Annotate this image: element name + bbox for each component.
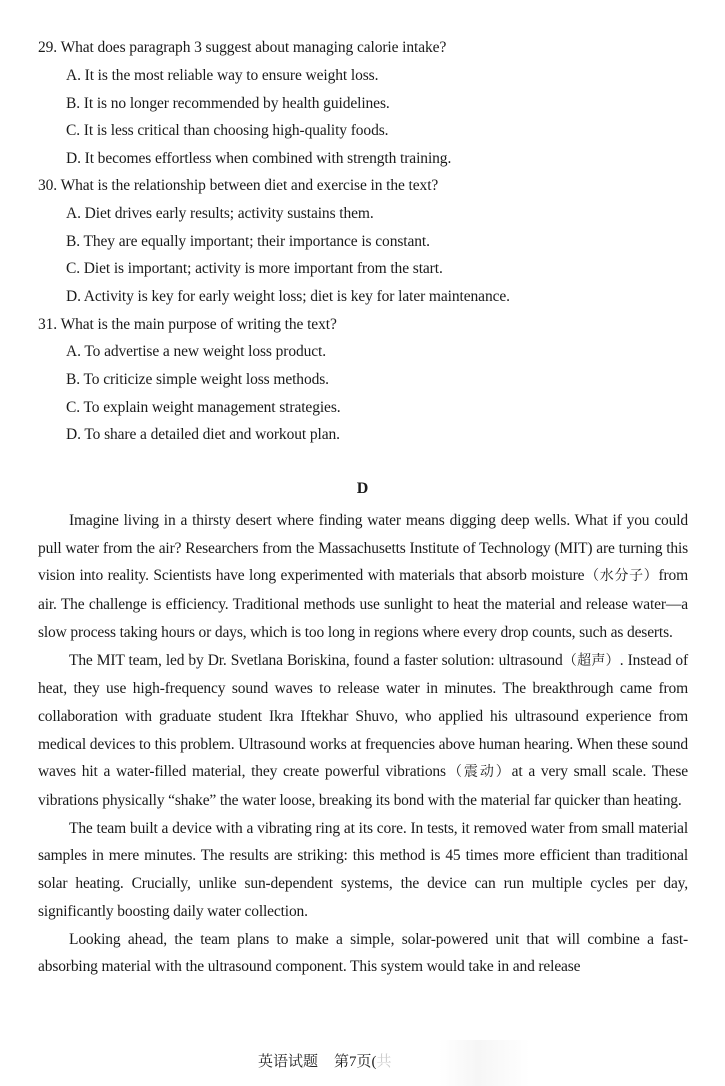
footer-page-partial: 共 xyxy=(376,1054,392,1070)
question-29-option-b: B. It is no longer recommended by health guidelines. xyxy=(66,95,390,112)
question-31-option-a: A. To advertise a new weight loss product. xyxy=(66,343,327,360)
question-29-option-a: A. It is the most reliable way to ensure weight loss. xyxy=(66,67,379,84)
paragraph-1-text-b: from air. The challenge is efficiency. Traditional methods use sunlight to heat the material and release water—a slow process taking hours or days, which is too long in regions where every drop counts, such as deserts. xyxy=(38,567,689,641)
question-31-option-c: C. To explain weight management strategies. xyxy=(66,399,341,416)
question-31-option-b: B. To criticize simple weight loss methods. xyxy=(66,371,329,388)
footer-page-number: 第7页( xyxy=(334,1054,377,1070)
paragraph-2-annotation-1: （超声） xyxy=(562,652,620,669)
question-31-stem: 31. What is the main purpose of writing the text? xyxy=(38,316,337,333)
question-30-option-c: C. Diet is important; activity is more important from the start. xyxy=(66,260,443,277)
footer-blur-overlay xyxy=(400,1040,530,1086)
question-31-option-d: D. To share a detailed diet and workout plan. xyxy=(66,426,340,443)
page-footer xyxy=(258,1052,392,1072)
section-title: D xyxy=(356,480,369,497)
question-30-option-a: A. Diet drives early results; activity sustains them. xyxy=(66,205,374,222)
reading-passage xyxy=(38,507,688,981)
paragraph-2-text-a: The MIT team, led by Dr. Svetlana Boriskina, found a faster solution: ultrasound xyxy=(69,651,563,669)
question-29-option-d: D. It becomes effortless when combined with strength training. xyxy=(66,150,452,167)
footer-subject: 英语试题 xyxy=(258,1054,319,1070)
paragraph-1-annotation: （水分子） xyxy=(584,568,659,585)
paragraph-1 xyxy=(38,507,688,647)
paragraph-4: Looking ahead, the team plans to make a simple, solar-powered unit that will combine a fast-absorbing material with the ultrasound component. This system would take in and release xyxy=(38,930,688,976)
question-29-stem: 29. What does paragraph 3 suggest about managing calorie intake? xyxy=(38,39,447,56)
paragraph-3: The team built a device with a vibrating ring at its core. In tests, it removed water from small material samples in mere minutes. The results are striking: this method is 45 times more efficient than traditional solar heating. Crucially, unlike sun-dependent systems, the device can run multiple cycles per day, significantly boosting daily water collection. xyxy=(38,819,688,920)
paragraph-2-text-c: at a very small scale. These vibrations physically “shake” the water loose, breaking its bond with the material far quicker than heating. xyxy=(38,763,688,810)
paragraph-2-annotation-2: （震动） xyxy=(445,764,512,781)
paragraph-2-text-b: . Instead of heat, they use high-frequency sound waves to release water in minutes. The breakthrough came from collaboration with graduate student Ikra Iftekhar Shuvo, who applied his ultrasound experience from medical devices to this problem. Ultrasound works at frequencies above human hearing. When these sound waves hit a water-filled material, they create powerful vibrations xyxy=(38,651,689,781)
paragraph-1-text-a: Imagine living in a thirsty desert where finding water means digging deep wells. What if you could pull water from the air? Researchers from the Massachusetts Institute of Technology (MIT) are turning this vision into reality. Scientists have long experimented with materials that absorb moisture xyxy=(38,512,688,585)
question-30-option-d: D. Activity is key for early weight loss; diet is key for later maintenance. xyxy=(66,288,510,305)
paragraph-2 xyxy=(38,647,688,815)
question-30-stem: 30. What is the relationship between diet and exercise in the text? xyxy=(38,177,439,194)
question-29-option-c: C. It is less critical than choosing high-quality foods. xyxy=(66,122,389,139)
question-30-option-b: B. They are equally important; their importance is constant. xyxy=(66,233,430,250)
